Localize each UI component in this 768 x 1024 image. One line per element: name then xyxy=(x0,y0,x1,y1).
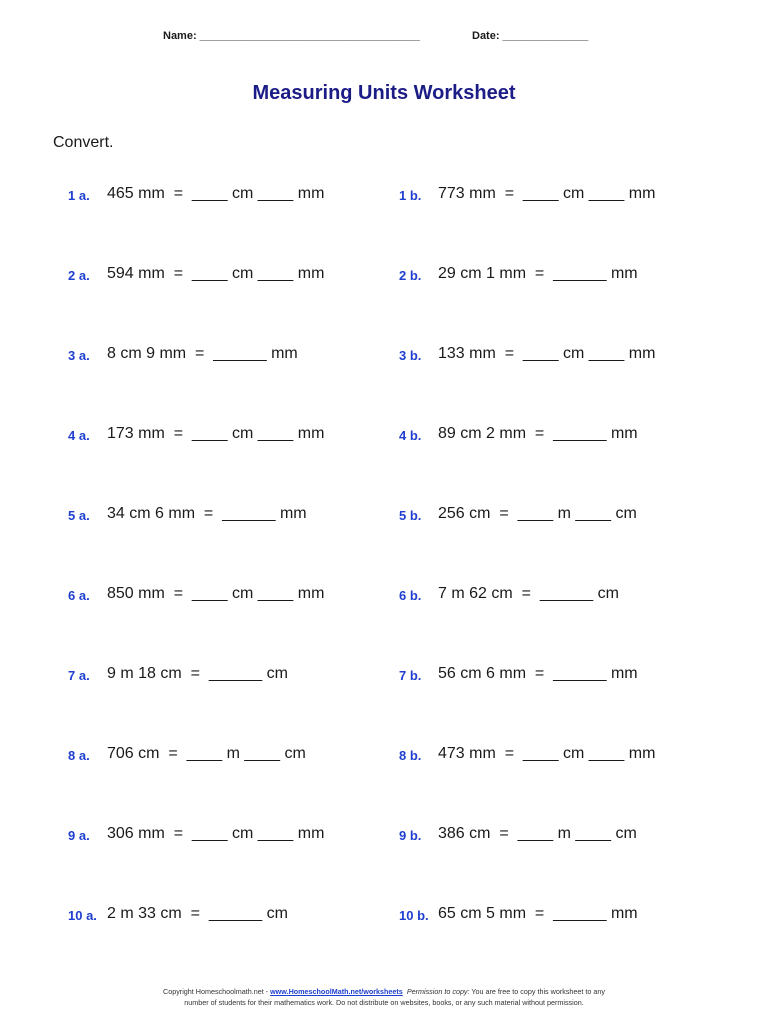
worksheet-title: Measuring Units Worksheet xyxy=(252,82,516,104)
problem-label: 5 a. xyxy=(68,508,90,523)
problem-label: 3 b. xyxy=(399,348,422,363)
problem-text: 65 cm 5 mm = ______ mm xyxy=(438,905,638,922)
date-field-label: Date: ______________ xyxy=(472,30,589,42)
problem-text: 133 mm = ____ cm ____ mm xyxy=(438,345,656,362)
problem-label: 7 a. xyxy=(68,668,90,683)
instructions: Convert. xyxy=(53,134,114,151)
problem-text: 256 cm = ____ m ____ cm xyxy=(438,505,637,522)
problem-text: 9 m 18 cm = ______ cm xyxy=(107,665,288,682)
problem-label: 9 a. xyxy=(68,828,90,843)
problem-text: 706 cm = ____ m ____ cm xyxy=(107,745,306,762)
problem-text: 29 cm 1 mm = ______ mm xyxy=(438,265,638,282)
footer-copyright: Copyright Homeschoolmath.net - xyxy=(163,987,271,996)
problem-label: 8 b. xyxy=(399,748,422,763)
problem-text: 173 mm = ____ cm ____ mm xyxy=(107,425,325,442)
footer-worksheets-link[interactable]: www.HomeschoolMath.net/worksheets xyxy=(270,987,403,996)
problem-label: 2 a. xyxy=(68,268,90,283)
problem-text: 7 m 62 cm = ______ cm xyxy=(438,585,619,602)
problem-text: 773 mm = ____ cm ____ mm xyxy=(438,185,656,202)
problem-label: 10 b. xyxy=(399,908,429,923)
problem-label: 2 b. xyxy=(399,268,422,283)
problem-label: 1 a. xyxy=(68,188,90,203)
problem-label: 10 a. xyxy=(68,908,97,923)
footer-permission-label: Permission to copy: xyxy=(406,987,470,996)
problem-text: 89 cm 2 mm = ______ mm xyxy=(438,425,638,442)
problem-label: 5 b. xyxy=(399,508,422,523)
problem-label: 6 b. xyxy=(399,588,422,603)
problem-text: 465 mm = ____ cm ____ mm xyxy=(107,185,325,202)
name-field-label: Name: ____________________________________ xyxy=(163,30,420,42)
problem-label: 4 a. xyxy=(68,428,90,443)
problem-label: 9 b. xyxy=(399,828,422,843)
problem-text: 2 m 33 cm = ______ cm xyxy=(107,905,288,922)
footer-line-2: number of students for their mathematics work. Do not distribute on websites, books, or any such material without permission. xyxy=(184,998,584,1007)
problem-text: 594 mm = ____ cm ____ mm xyxy=(107,265,325,282)
problem-text: 306 mm = ____ cm ____ mm xyxy=(107,825,325,842)
problem-label: 6 a. xyxy=(68,588,90,603)
footer-line-1 xyxy=(0,986,768,997)
problem-text: 850 mm = ____ cm ____ mm xyxy=(107,585,325,602)
problem-text: 34 cm 6 mm = ______ mm xyxy=(107,505,307,522)
problem-label: 8 a. xyxy=(68,748,90,763)
problem-label: 1 b. xyxy=(399,188,422,203)
footer-permission-text: You are free to copy this worksheet to any xyxy=(469,987,605,996)
problem-label: 4 b. xyxy=(399,428,422,443)
problem-text: 8 cm 9 mm = ______ mm xyxy=(107,345,298,362)
problem-text: 473 mm = ____ cm ____ mm xyxy=(438,745,656,762)
footer xyxy=(0,986,768,1008)
problem-label: 7 b. xyxy=(399,668,422,683)
problem-text: 386 cm = ____ m ____ cm xyxy=(438,825,637,842)
problem-label: 3 a. xyxy=(68,348,90,363)
problem-text: 56 cm 6 mm = ______ mm xyxy=(438,665,638,682)
